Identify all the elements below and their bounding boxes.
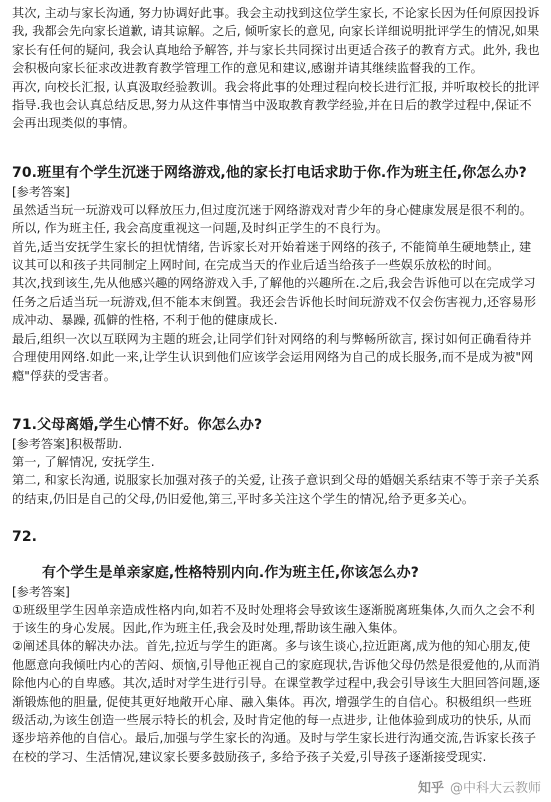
intro-paragraph-2: 再次, 向校长汇报, 认真汲取经验教训。我会将此事的处理过程向校长进行汇报, 并听取校长的批评指导.我也会认真总结反思,努力从这件事情当中汲取教育教学经验,并在日后的教学过程中,保证不会再出现类似的事情。 [12, 79, 540, 131]
watermark-author: @中科大云教师 [449, 781, 541, 796]
zhihu-watermark [418, 777, 541, 796]
question-70-title: 70.班里有个学生沉迷于网络游戏,他的家长打电话求助于你.作为班主任,你怎么办? [12, 164, 527, 181]
zhihu-logo: 知乎 [417, 781, 444, 796]
question-72-answer-label: [参考答案] [12, 584, 70, 599]
question-71-paragraph: 第一, 了解情况, 安抚学生. [12, 454, 155, 469]
question-70-paragraph: 最后,组织一次以互联网为主题的班会,让同学们针对网络的利与弊畅所欲言, 探讨如何正确看待并合理使用网络.如此一来,让学生认识到他们应该学会运用网络为自己的成长服务,而不是成为被"网瘾"俘获的受害者。 [12, 331, 534, 383]
question-70-answer-label: [参考答案] [12, 184, 70, 199]
question-72-number: 72. [12, 529, 38, 546]
question-70-paragraph: 其次,找到该生,先从他感兴趣的网络游戏入手,了解他的兴趣所在.之后,我会告诉他可以在完成学习任务之后适当玩一玩游戏,但不能本末倒置。我还会告诉他长时间玩游戏不仅会伤害视力,还容易形成冲动、暴躁, 孤僻的性格, 不利于他的健康成长. [12, 276, 537, 328]
question-72-title: 有个学生是单亲家庭,性格特别内向.作为班主任,你该怎么办? [42, 564, 419, 581]
question-71-paragraph: 第二, 和家长沟通, 说服家长加强对孩子的关爱, 让孩子意识到父母的婚姻关系结束不等于亲子关系的结束,仍旧是自己的父母,仍旧爱他,第三,平时多关注这个学生的情况,给予更多关心。 [12, 473, 540, 506]
question-72-paragraph: ②阐述具体的解决办法。首先,拉近与学生的距离。多与该生谈心,拉近距离,成为他的知心朋友,使他愿意向我倾吐内心的苦闷、烦恼,引导他正视自己的家庭现状,告诉他父母仍然是很爱他的,从而消除他内心的自卑感。其次,适时对学生进行引导。在课堂教学过程中,我会引导该生大胆回答问题,逐渐锻炼他的胆量, 促使其更好地敞开心扉、融入集体。再次, 增强学生的自信心。积极组织一些班级活动,为该生创造一些展示特长的机会, 及时肯定他的每一点进步, 让他体验到成功的快乐, 从而逐步培养他的自信心。最后,加强与学生家长的沟通。及时与学生家长进行沟通交流,告诉家长孩子在校的学习、生活情况,建议家长要多鼓励孩子, 多给予孩子关爱,引导孩子逐渐接受现实. [12, 639, 540, 764]
question-70-paragraph: 虽然适当玩一玩游戏可以释放压力,但过度沉迷于网络游戏对青少年的身心健康发展是很不利的。所以, 作为班主任, 我会高度重视这一问题,及时纠正学生的不良行为。 [12, 202, 533, 236]
question-70-paragraph: 首先,适当安抚学生家长的担忧情绪, 告诉家长对开始着迷于网络的孩子, 不能简单生硬地禁止, 建议其可以和孩子共同制定上网时间, 在完成当天的作业后适当给孩子一些娱乐放松的时间。 [12, 239, 532, 273]
question-72-paragraph: ①班级里学生因单亲造成性格内向,如若不及时处理将会导致该生逐渐脱离班集体,久而久之会不利于该生的身心发展。因此,作为班主任,我会及时处理,帮助该生融入集体。 [12, 602, 535, 635]
question-71-answer-label: [参考答案]积极帮助. [12, 436, 123, 451]
document-page [12, 4, 540, 766]
question-71-title: 71.父母离婚,学生心情不好。你怎么办? [12, 416, 263, 433]
intro-paragraph-1: 其次, 主动与家长沟通, 努力协调好此事。我会主动找到这位学生家长, 不论家长因为任何原因投诉我, 我都会先向家长道歉, 请其谅解。之后, 倾听家长的意见, 向家长详细说明批评学生的情况,如果家长有任何的疑问, 我会认真地给予解答, 并与家长共同探讨出更适合孩子的教育方式。此外, 我也会积极向家长征求改进教育教学管理工作的意见和建议,感谢并请其继续监督我的工作。 [12, 6, 540, 76]
